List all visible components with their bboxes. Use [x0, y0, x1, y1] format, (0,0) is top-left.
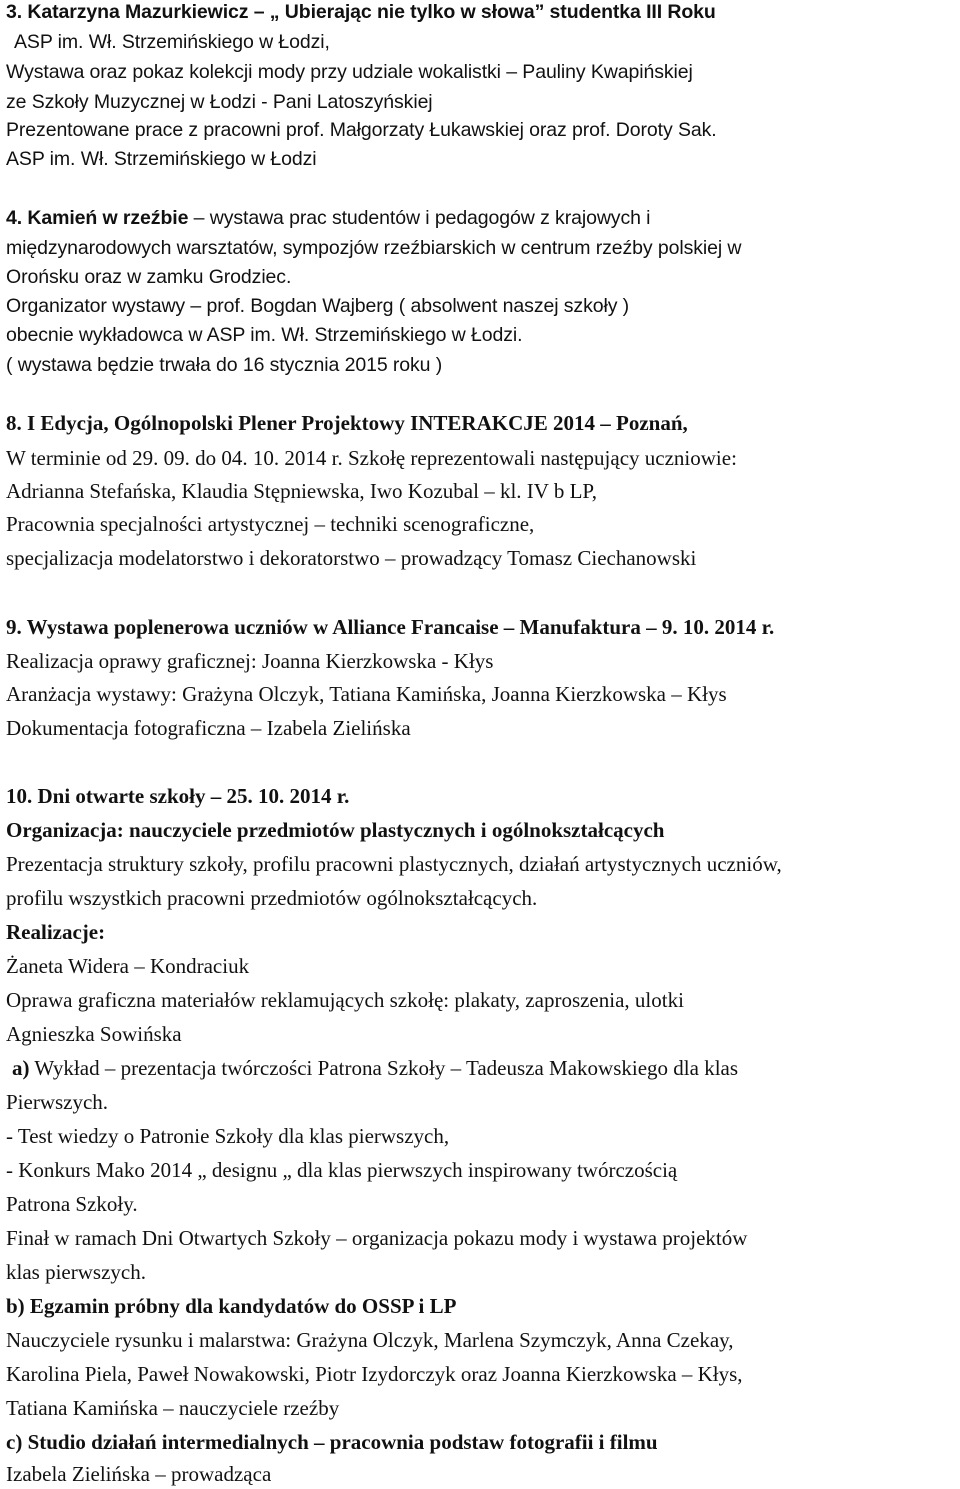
item-10-line: Żaneta Widera – Kondraciuk — [6, 954, 250, 978]
item-3-line: ASP im. Wł. Strzemińskiego w Łodzi — [6, 148, 317, 170]
item-8-heading: 8. I Edycja, Ogólnopolski Plener Projektowy INTERAKCJE 2014 – Poznań, — [6, 411, 688, 435]
sub-a-text: Wykład – prezentacja twórczości Patrona Szkoły – Tadeusza Makowskiego dla klas — [29, 1056, 739, 1080]
item-9-line: Realizacja oprawy graficznej: Joanna Kierzkowska - Kłys — [6, 649, 494, 673]
item-3-heading: 3. Katarzyna Mazurkiewicz – „ Ubierając nie tylko w słowa” studentka III Roku — [6, 1, 716, 23]
item-8-line: W terminie od 29. 09. do 04. 10. 2014 r. Szkołę reprezentowali następujący uczniowie: — [6, 446, 737, 470]
item-10-line: Pierwszych. — [6, 1090, 109, 1114]
item-10-line: Izabela Zielińska – prowadząca — [6, 1462, 272, 1486]
item-8-line: Adrianna Stefańska, Klaudia Stępniewska, Iwo Kozubal – kl. IV b LP, — [6, 479, 597, 503]
item-3-line: ASP im. Wł. Strzemińskiego w Łodzi, — [14, 31, 330, 53]
item-10-sub-b: b) Egzamin próbny dla kandydatów do OSSP i LP — [6, 1294, 457, 1318]
item-10-organization: Organizacja: nauczyciele przedmiotów plastycznych i ogólnokształcących — [6, 818, 665, 842]
item-4-title: 4. Kamień w rzeźbie — [6, 207, 189, 229]
item-10-line: Finał w ramach Dni Otwartych Szkoły – organizacja pokazu mody i wystawa projektów — [6, 1226, 748, 1250]
item-4-line: międzynarodowych warsztatów, sympozjów rzeźbiarskich w centrum rzeźby polskiej w — [6, 237, 742, 259]
item-4-line: ( wystawa będzie trwała do 16 stycznia 2015 roku ) — [6, 354, 443, 376]
item-10-sub-c: c) Studio działań intermedialnych – pracownia podstaw fotografii i filmu — [6, 1430, 658, 1454]
item-10-line: - Test wiedzy o Patronie Szkoły dla klas pierwszych, — [6, 1124, 450, 1148]
item-10-realizations-heading: Realizacje: — [6, 920, 106, 944]
item-10-line: profilu wszystkich pracowni przedmiotów ogólnokształcących. — [6, 886, 538, 910]
item-3-line: ze Szkoły Muzycznej w Łodzi - Pani Latoszyńskiej — [6, 91, 433, 113]
item-10-heading: 10. Dni otwarte szkoły – 25. 10. 2014 r. — [6, 784, 350, 808]
item-3-line: Prezentowane prace z pracowni prof. Małgorzaty Łukawskiej oraz prof. Doroty Sak. — [6, 119, 717, 141]
item-9-line: Dokumentacja fotograficzna – Izabela Zielińska — [6, 716, 411, 740]
item-10-line: Nauczyciele rysunku i malarstwa: Grażyna Olczyk, Marlena Szymczyk, Anna Czekay, — [6, 1328, 734, 1352]
item-4-line: Organizator wystawy – prof. Bogdan Wajberg ( absolwent naszej szkoły ) — [6, 295, 630, 317]
item-10-line: Oprawa graficzna materiałów reklamujących szkołę: plakaty, zaproszenia, ulotki — [6, 988, 684, 1012]
item-10-line: Karolina Piela, Paweł Nowakowski, Piotr Izydorczyk oraz Joanna Kierzkowska – Kłys, — [6, 1362, 743, 1386]
item-10-line: klas pierwszych. — [6, 1260, 146, 1284]
item-10-line: - Konkurs Mako 2014 „ designu „ dla klas pierwszych inspirowany twórczością — [6, 1158, 678, 1182]
item-10-line: Patrona Szkoły. — [6, 1192, 138, 1216]
item-8-line: specjalizacja modelatorstwo i dekoratorstwo – prowadzący Tomasz Ciechanowski — [6, 546, 697, 570]
item-4-line: obecnie wykładowca w ASP im. Wł. Strzemińskiego w Łodzi. — [6, 324, 523, 346]
item-10-line: Tatiana Kamińska – nauczyciele rzeźby — [6, 1396, 340, 1420]
item-3-line: Wystawa oraz pokaz kolekcji mody przy udziale wokalistki – Pauliny Kwapińskiej — [6, 61, 693, 83]
item-4-line: Orońsku oraz w zamku Grodziec. — [6, 266, 292, 288]
item-10-sub-a — [6, 1053, 738, 1083]
item-4-heading — [6, 203, 650, 233]
sub-a-marker: a) — [12, 1056, 30, 1080]
item-4-title-rest: – wystawa prac studentów i pedagogów z krajowych i — [188, 207, 651, 229]
item-9-line: Aranżacja wystawy: Grażyna Olczyk, Tatiana Kamińska, Joanna Kierzkowska – Kłys — [6, 682, 727, 706]
item-10-line: Agnieszka Sowińska — [6, 1022, 182, 1046]
item-10-line: Prezentacja struktury szkoły, profilu pracowni plastycznych, działań artystycznych uczniów, — [6, 852, 782, 876]
item-9-heading: 9. Wystawa poplenerowa uczniów w Alliance Francaise – Manufaktura – 9. 10. 2014 r. — [6, 615, 775, 639]
item-8-line: Pracownia specjalności artystycznej – techniki scenograficzne, — [6, 512, 535, 536]
